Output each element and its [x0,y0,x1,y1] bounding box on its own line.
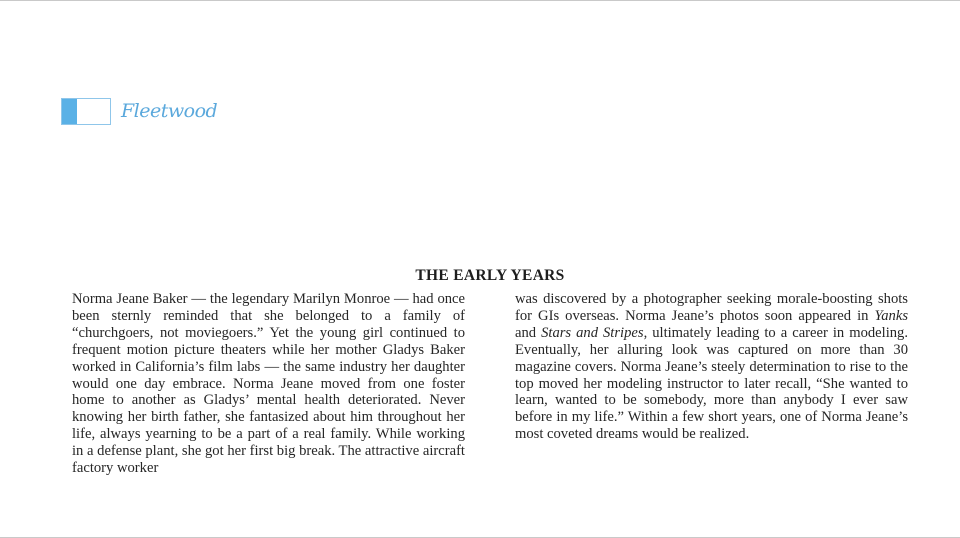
fleetwood-logo [61,97,217,125]
article-title: THE EARLY YEARS [415,267,565,284]
logo-mark-fill [62,99,77,124]
article-text-segment: was discovered by a photographer seeking morale-boosting shots for GIs overseas. Norma Jeane’s photos soon appeared in [515,291,908,324]
article-column-left: Norma Jeane Baker — the legendary Marilyn Monroe — had once been sternly reminded that she belonged to a family of “churchgoers, not moviegoers.” Yet the young girl continued to frequent motion picture theaters while her mother Gladys Baker worked in California’s film labs — the same industry her daughter would one day embrace. Norma Jeane moved from one foster home to another as Gladys’ mental health deteriorated. Never knowing her birth father, she fantasized about him throughout her life, always yearning to be a part of a real family. While working in a defense plant, she got her first big break. The attractive aircraft factory worker [72,291,465,477]
publication-title-stars-and-stripes: Stars and Stripes [541,324,644,341]
article-text-segment: and [515,324,542,341]
logo-wordmark: Fleetwood [121,99,218,122]
article-text-segment: , ultimately leading to a career in modeling. Eventually, her alluring look was captured on more than 30 magazine covers. Norma Jeane’s steely determination to rise to the top moved her modeling instructor to later recall, “She wanted to learn, wanted to be somebody, more than anybody I ever saw before in my life.” Within a few short years, one of Norma Jeane’s most coveted dreams would be realized. [515,324,908,443]
article-column-right [515,291,908,443]
logo-mark [61,98,111,125]
publication-title-yanks: Yanks [874,307,908,324]
